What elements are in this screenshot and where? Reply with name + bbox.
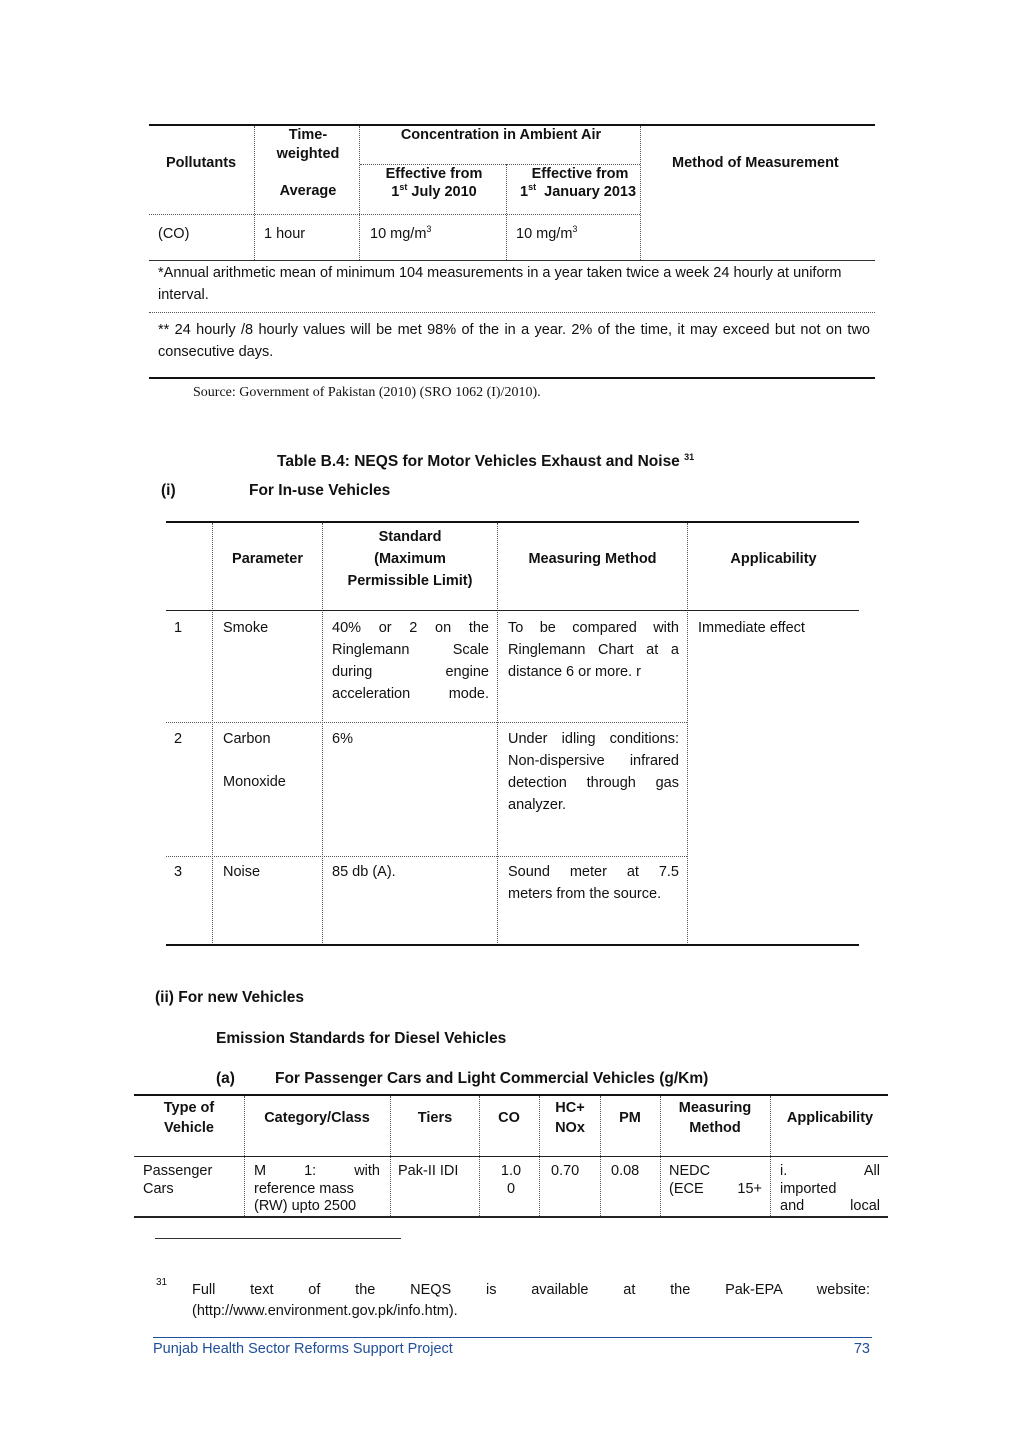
row-hc: 0.70 <box>551 1163 580 1179</box>
header-effective-1: Effective from <box>385 166 483 182</box>
row-value-1 <box>370 226 431 242</box>
row-divider <box>166 722 687 723</box>
nv-bottom-rule <box>134 1216 888 1218</box>
row-2-parameter-2: Monoxide <box>223 774 286 790</box>
section-i-label: For In-use Vehicles <box>249 482 391 499</box>
row-divider <box>149 214 640 215</box>
table-b4-title-footnote: 31 <box>684 451 695 462</box>
footer-rule <box>153 1337 872 1338</box>
header-measuring-2: Method <box>689 1120 741 1136</box>
nv-header-rule <box>134 1156 888 1157</box>
table-b4-title <box>277 453 694 471</box>
row-1-parameter: Smoke <box>223 620 269 636</box>
header-measuring-method: Measuring Method <box>528 551 657 567</box>
eff1-rest: July 2010 <box>407 184 477 200</box>
col-divider <box>479 1096 480 1216</box>
header-category: Category/Class <box>264 1110 370 1126</box>
col-divider <box>539 1096 540 1216</box>
row-pollutant: (CO) <box>158 226 190 242</box>
col-divider <box>497 523 498 945</box>
footer-project: Punjab Health Sector Reforms Support Project <box>153 1341 453 1357</box>
table-top-rule <box>149 124 875 126</box>
col-divider <box>212 523 213 945</box>
notes-divider <box>149 312 875 313</box>
col-divider <box>390 1096 391 1216</box>
eff2-rest: January 2013 <box>536 184 637 200</box>
header-time-weighted-1: Time- <box>288 127 328 143</box>
b4-bottom-rule <box>166 944 859 946</box>
header-effective-2: Effective from <box>531 166 629 182</box>
row-3-standard: 85 db (A). <box>332 864 396 880</box>
row-applic-3: and local <box>780 1198 880 1214</box>
header-applicability: Applicability <box>730 551 817 567</box>
row-2-number: 2 <box>174 731 183 747</box>
footnote-line-1: Full text of the NEQS is available at the Pak-EPA website: <box>192 1282 870 1298</box>
row-type-2: Cars <box>143 1181 174 1197</box>
notes-top-rule <box>149 260 875 261</box>
col-divider <box>244 1096 245 1216</box>
row-co-1: 1.0 <box>500 1163 522 1179</box>
row-tiers: Pak-II IDI <box>398 1163 459 1179</box>
row-pm: 0.08 <box>611 1163 640 1179</box>
row-type-1: Passenger <box>143 1163 213 1179</box>
eff1-sup: st <box>399 182 408 193</box>
row-co-2: 0 <box>506 1181 516 1197</box>
row-time: 1 hour <box>264 226 306 242</box>
note-hourly: ** 24 hourly /8 hourly values will be met 98% of the in a year. 2% of the time, it may exceed but not on two consecutive days. <box>158 322 870 360</box>
row-category-3: (RW) upto 2500 <box>254 1198 357 1214</box>
row-1-standard: 40% or 2 on the Ringlemann Scale during engine acceleration mode. <box>332 620 489 702</box>
header-tiers: Tiers <box>417 1110 453 1126</box>
header-concentration: Concentration in Ambient Air <box>400 127 602 143</box>
eff2-day: 1 <box>520 184 529 200</box>
col-divider <box>687 523 688 945</box>
header-hc-1: HC+ <box>555 1100 585 1116</box>
value1-text: 10 mg/m <box>370 226 427 242</box>
header-standard-2: (Maximum <box>374 551 446 567</box>
source-note: Source: Government of Pakistan (2010) (SRO 1062 (I)/2010). <box>193 385 541 400</box>
value2-text: 10 mg/m <box>516 226 573 242</box>
row-2-standard: 6% <box>332 731 353 747</box>
row-applic-1: i. All <box>780 1163 880 1179</box>
header-measuring-1: Measuring <box>678 1100 752 1116</box>
header-co: CO <box>498 1110 520 1126</box>
header-standard-3: Permissible Limit) <box>347 573 473 589</box>
header-pollutants: Pollutants <box>166 155 237 171</box>
footnote-line-2: (http://www.environment.gov.pk/info.htm). <box>192 1303 458 1319</box>
section-ii-heading: (ii) For new Vehicles <box>155 989 305 1006</box>
col-divider <box>660 1096 661 1216</box>
footnote-number: 31 <box>156 1277 168 1288</box>
row-2-parameter-1: Carbon <box>223 731 271 747</box>
header-effective-2-date <box>520 184 636 200</box>
header-time-weighted-2: weighted <box>276 146 340 162</box>
header-parameter: Parameter <box>232 551 303 567</box>
table-bottom-rule <box>149 377 875 379</box>
col-divider <box>600 1096 601 1216</box>
row-method-2: (ECE 15+ <box>669 1181 762 1197</box>
row-method-1: NEDC <box>669 1163 711 1179</box>
value1-sup: 3 <box>426 224 432 235</box>
col-divider <box>640 126 641 260</box>
nv-top-rule <box>134 1094 888 1096</box>
row-3-method: Sound meter at 7.5 meters from the source. <box>508 864 679 902</box>
row-3-parameter: Noise <box>223 864 261 880</box>
b4-header-rule <box>166 610 859 611</box>
row-divider <box>166 856 687 857</box>
row-value-2 <box>516 226 577 242</box>
header-pm: PM <box>619 1110 641 1126</box>
row-2-method: Under idling conditions: Non-dispersive infrared detection through gas analyzer. <box>508 731 679 813</box>
header-effective-1-date <box>364 184 504 200</box>
header-type-1: Type of <box>163 1100 215 1116</box>
header-time-weighted-3: Average <box>279 183 337 199</box>
sub-a-label: For Passenger Cars and Light Commercial Vehicles (g/Km) <box>275 1070 709 1087</box>
table-b4-title-text: Table B.4: NEQS for Motor Vehicles Exhaust and Noise <box>277 453 680 470</box>
col-divider <box>254 126 255 260</box>
col-divider <box>506 164 507 260</box>
header-method: Method of Measurement <box>672 155 839 171</box>
col-divider <box>770 1096 771 1216</box>
header-hc-2: NOx <box>555 1120 585 1136</box>
b4-top-rule <box>166 521 859 523</box>
emission-standards-heading: Emission Standards for Diesel Vehicles <box>216 1030 507 1047</box>
section-i-number: (i) <box>161 482 176 499</box>
eff2-sup: st <box>528 182 537 193</box>
row-3-number: 3 <box>174 864 183 880</box>
footnote-rule <box>155 1238 401 1239</box>
header-type-2: Vehicle <box>164 1120 214 1136</box>
row-category-2: reference mass <box>254 1181 354 1197</box>
page-number: 73 <box>853 1341 870 1357</box>
row-category-1: M 1: with <box>254 1163 380 1179</box>
col-divider <box>359 126 360 260</box>
header-divider <box>360 164 640 165</box>
row-1-method: To be compared with Ringlemann Chart at a distance 6 or more. r <box>508 620 679 680</box>
value2-sup: 3 <box>572 224 578 235</box>
sub-a-number: (a) <box>216 1070 235 1087</box>
row-1-applicability: Immediate effect <box>698 620 805 636</box>
header-applicability-nv: Applicability <box>786 1110 874 1126</box>
eff1-day: 1 <box>391 184 400 200</box>
note-annual: *Annual arithmetic mean of minimum 104 measurements in a year taken twice a week 24 hourly at uniform interval. <box>158 265 842 303</box>
row-applic-2: imported <box>780 1181 837 1197</box>
row-1-number: 1 <box>174 620 183 636</box>
header-standard-1: Standard <box>378 529 442 545</box>
